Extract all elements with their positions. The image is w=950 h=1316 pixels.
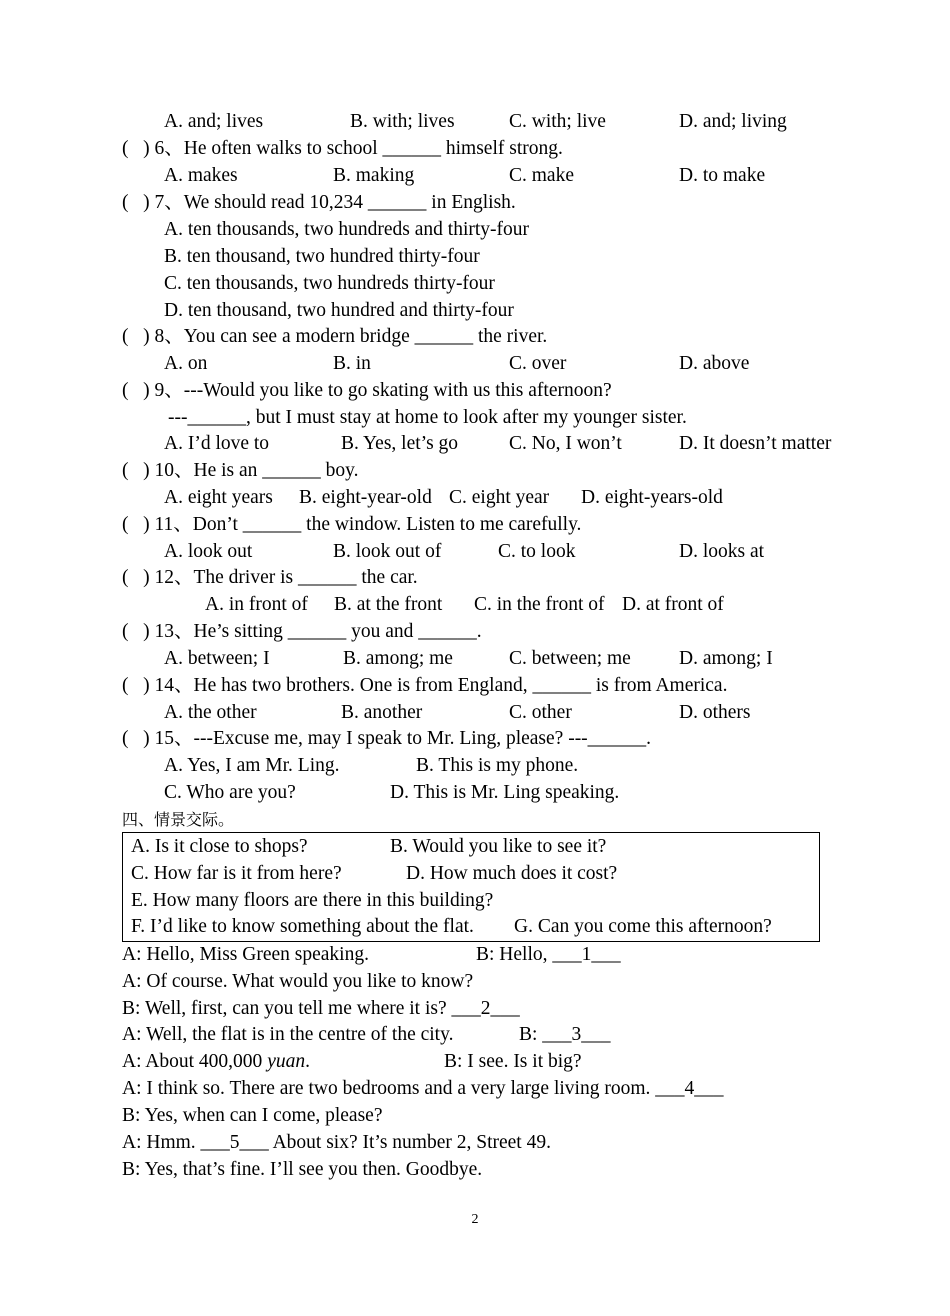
- choice-f: F. I’d like to know something about the flat.: [131, 916, 474, 937]
- q9-stem: ( ) 9、---Would you like to go skating with us this afternoon?: [122, 380, 612, 401]
- q9-option-d: D. It doesn’t matter: [679, 433, 832, 454]
- q12-option-c: C. in the front of: [474, 594, 605, 615]
- dialogue-line-2: A: Of course. What would you like to know?: [122, 971, 474, 992]
- q9-option-a: A. I’d love to: [164, 433, 270, 454]
- q15-option-a: A. Yes, I am Mr. Ling.: [164, 755, 340, 776]
- dialogue-line-9: B: Yes, that’s fine. I’ll see you then. Goodbye.: [122, 1159, 483, 1180]
- q15-option-b: B. This is my phone.: [416, 755, 579, 776]
- dialogue-line-4b: B: ___3___: [519, 1024, 611, 1045]
- q7-option-a: A. ten thousands, two hundreds and thirty-four: [164, 219, 530, 240]
- dialogue-line-6: A: I think so. There are two bedrooms and a very large living room. ___4___: [122, 1078, 724, 1099]
- q7-option-d: D. ten thousand, two hundred and thirty-four: [164, 300, 514, 321]
- q8-stem: ( ) 8、You can see a modern bridge ______ the river.: [122, 326, 548, 347]
- q14-option-b: B. another: [341, 702, 423, 723]
- q7-option-c: C. ten thousands, two hundreds thirty-four: [164, 273, 495, 294]
- choice-a: A. Is it close to shops?: [131, 836, 308, 857]
- q8-option-b: B. in: [333, 353, 371, 374]
- q7-option-b: B. ten thousand, two hundred thirty-four: [164, 246, 480, 267]
- dialogue-line-1a: A: Hello, Miss Green speaking.: [122, 944, 369, 965]
- q15-stem: ( ) 15、---Excuse me, may I speak to Mr. Ling, please? ---______.: [122, 728, 652, 749]
- q14-option-c: C. other: [509, 702, 572, 723]
- q10-stem: ( ) 10、He is an ______ boy.: [122, 460, 359, 481]
- q12-option-a: A. in front of: [205, 594, 308, 615]
- q11-option-b: B. look out of: [333, 541, 442, 562]
- q10-option-c: C. eight year: [449, 487, 550, 508]
- q5-option-c: C. with; live: [509, 111, 606, 132]
- q10-option-d: D. eight-years-old: [581, 487, 723, 508]
- q5-option-b: B. with; lives: [350, 111, 455, 132]
- section-4-title: 四、情景交际。: [122, 810, 235, 829]
- q6-option-c: C. make: [509, 165, 574, 186]
- dialogue-line-5a-period: .: [305, 1051, 310, 1072]
- dialogue-line-5a: [122, 1048, 310, 1075]
- q10-option-b: B. eight-year-old: [299, 487, 432, 508]
- q6-stem: ( ) 6、He often walks to school ______ himself strong.: [122, 138, 563, 159]
- q15-option-c: C. Who are you?: [164, 782, 296, 803]
- currency-word: yuan: [267, 1051, 306, 1072]
- q13-option-a: A. between; I: [164, 648, 270, 669]
- q8-option-a: A. on: [164, 353, 208, 374]
- q13-option-b: B. among; me: [343, 648, 453, 669]
- q14-option-d: D. others: [679, 702, 751, 723]
- dialogue-line-8: A: Hmm. ___5___ About six? It’s number 2, Street 49.: [122, 1132, 551, 1153]
- q5-option-a: A. and; lives: [164, 111, 264, 132]
- q7-stem: ( ) 7、We should read 10,234 ______ in English.: [122, 192, 516, 213]
- q12-option-d: D. at front of: [622, 594, 724, 615]
- q8-option-c: C. over: [509, 353, 567, 374]
- dialogue-line-7: B: Yes, when can I come, please?: [122, 1105, 383, 1126]
- q11-stem: ( ) 11、Don’t ______ the window. Listen to me carefully.: [122, 514, 582, 535]
- q12-option-b: B. at the front: [334, 594, 443, 615]
- q14-stem: ( ) 14、He has two brothers. One is from England, ______ is from America.: [122, 675, 728, 696]
- choice-b: B. Would you like to see it?: [390, 836, 607, 857]
- dialogue-line-3: B: Well, first, can you tell me where it is? ___2___: [122, 998, 520, 1019]
- q11-option-a: A. look out: [164, 541, 253, 562]
- q15-option-d: D. This is Mr. Ling speaking.: [390, 782, 620, 803]
- q13-stem: ( ) 13、He’s sitting ______ you and ______.: [122, 621, 482, 642]
- choice-e: E. How many floors are there in this building?: [131, 890, 494, 911]
- q13-option-d: D. among; I: [679, 648, 773, 669]
- dialogue-line-5a-text: A: About 400,000: [122, 1051, 268, 1072]
- q5-option-d: D. and; living: [679, 111, 787, 132]
- q8-option-d: D. above: [679, 353, 750, 374]
- choice-d: D. How much does it cost?: [406, 863, 618, 884]
- dialogue-line-1b: B: Hello, ___1___: [476, 944, 621, 965]
- q11-option-c: C. to look: [498, 541, 576, 562]
- q9-option-c: C. No, I won’t: [509, 433, 622, 454]
- q6-option-d: D. to make: [679, 165, 766, 186]
- dialogue-line-4a: A: Well, the flat is in the centre of the city.: [122, 1024, 454, 1045]
- q10-option-a: A. eight years: [164, 487, 273, 508]
- choice-c: C. How far is it from here?: [131, 863, 342, 884]
- choice-g: G. Can you come this afternoon?: [514, 916, 772, 937]
- page-number: 2: [471, 1212, 479, 1227]
- q11-option-d: D. looks at: [679, 541, 765, 562]
- q9-stem-2: ---______, but I must stay at home to look after my younger sister.: [168, 407, 687, 428]
- q6-option-b: B. making: [333, 165, 415, 186]
- q9-option-b: B. Yes, let’s go: [341, 433, 459, 454]
- q12-stem: ( ) 12、The driver is ______ the car.: [122, 567, 418, 588]
- q13-option-c: C. between; me: [509, 648, 631, 669]
- dialogue-line-5b: B: I see. Is it big?: [444, 1051, 582, 1072]
- q6-option-a: A. makes: [164, 165, 238, 186]
- q14-option-a: A. the other: [164, 702, 257, 723]
